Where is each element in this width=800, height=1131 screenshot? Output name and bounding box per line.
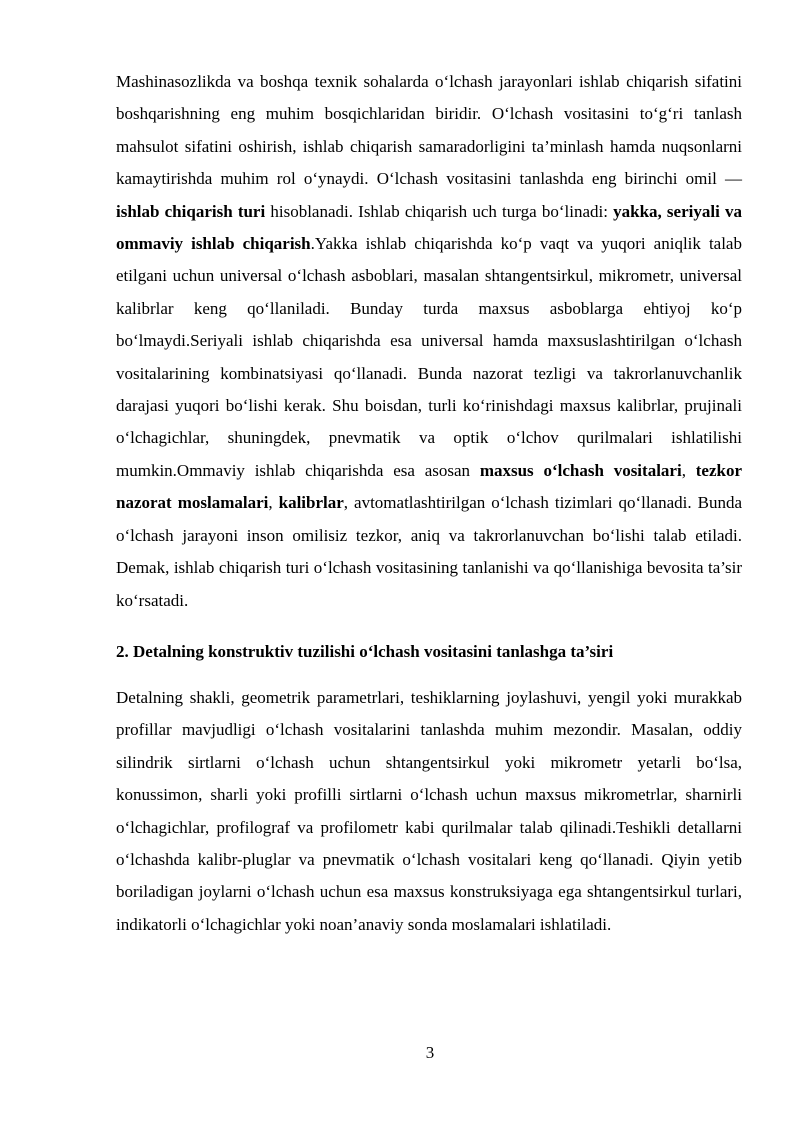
bold-term-production-kinds: yakka, seriyali va ommaviy ishlab chiqarish bbox=[116, 201, 742, 254]
bold-term-gauges: kalibrlar bbox=[278, 493, 344, 513]
section-heading: 2. Detalning konstruktiv tuzilishi o‘lchash vositasini tanlashga ta’siri bbox=[116, 641, 614, 661]
page-number: 3 bbox=[425, 1043, 435, 1062]
bold-term-production-type: ishlab chiqarish turi bbox=[116, 201, 266, 221]
bold-term-control-devices: tezkor nazorat moslamalari bbox=[116, 460, 743, 513]
paragraph-text: , bbox=[268, 493, 279, 513]
paragraph-text: , avtomatlashtirilgan o‘lchash tizimlari qo‘llanadi. Bunda o‘lchash jarayoni inson omilisiz tezkor, aniq va takrorlanuvchan bo‘lishi talab etiladi. Demak, ishlab chiqarish turi o‘lchash vositasining tanlanishi va qo‘llanishiga bevosita ta’sir ko‘rsatadi. bbox=[116, 493, 743, 610]
paragraph-text: Mashinasozlikda va boshqa texnik sohalarda o‘lchash jarayonlari ishlab chiqarish sifatini boshqarishning eng muhim bosqichlaridan biridir. O‘lchash vositasini to‘g‘ri tanlash mahsulot sifatini oshirish, ishlab chiqarish samaradorligini ta’minlash hamda nuqsonlarni kamaytirishda muhim rol o‘ynaydi. O‘lchash vositasini tanlashda eng birinchi omil — bbox=[116, 72, 742, 189]
bold-term-special-tools: maxsus o‘lchash vositalari bbox=[479, 460, 682, 480]
paragraph-text: .Yakka ishlab chiqarishda ko‘p vaqt va yuqori aniqlik talab etilgani uchun universal o‘lchash asboblari, masalan shtangentsirkul, mikrometr, universal kalibrlar keng qo‘llaniladi. Bunday turda maxsus asboblarga ehtiyoj ko‘p bo‘lmaydi.Seriyali ishlab chiqarishda esa universal hamda maxsuslashtirilgan o‘lchash vositalarining kombinatsiyasi qo‘llanadi. Bunda nazorat tezligi va takrorlanuvchanlik darajasi yuqori bo‘lishi kerak. Shu boisdan, turli ko‘rinishdagi maxsus kalibrlar, prujinali o‘lchagichlar, shuningdek, pnevmatik va optik o‘lchov qurilmalari ishlatilishi mumkin.Ommaviy ishlab chiqarishda esa asosan bbox=[116, 234, 742, 480]
paragraph-text: hisoblanadi. Ishlab chiqarish uch turga bo‘linadi: bbox=[265, 201, 614, 221]
section-paragraph: Detalning shakli, geometrik parametrlari, teshiklarning joylashuvi, yengil yoki murakkab profillar mavjudligi o‘lchash vositalarini tanlashda muhim mezondir. Masalan, oddiy silindrik sirtlarni o‘lchash uchun shtangentsirkul yoki mikrometr yetarli bo‘lsa, konussimon, sharli yoki profilli sirtlarni o‘lchash uchun maxsus mikrometrlar, sharnirli o‘lchagichlar, profilograf va profilometr kabi qurilmalar talab qilinadi.Teshikli detallarni o‘lchashda kalibr-pluglar va pnevmatik o‘lchash vositalari keng qo‘llanadi. Qiyin yetib boriladigan joylarni o‘lchash uchun esa maxsus konstruksiyaga ega shtangentsirkul turlari, indikatorli o‘lchagichlar yoki noan’anaviy sonda moslamalari ishlatiladi. bbox=[116, 687, 742, 934]
document-page bbox=[116, 66, 742, 941]
intro-paragraph bbox=[116, 66, 742, 617]
paragraph-text: , bbox=[681, 460, 696, 480]
